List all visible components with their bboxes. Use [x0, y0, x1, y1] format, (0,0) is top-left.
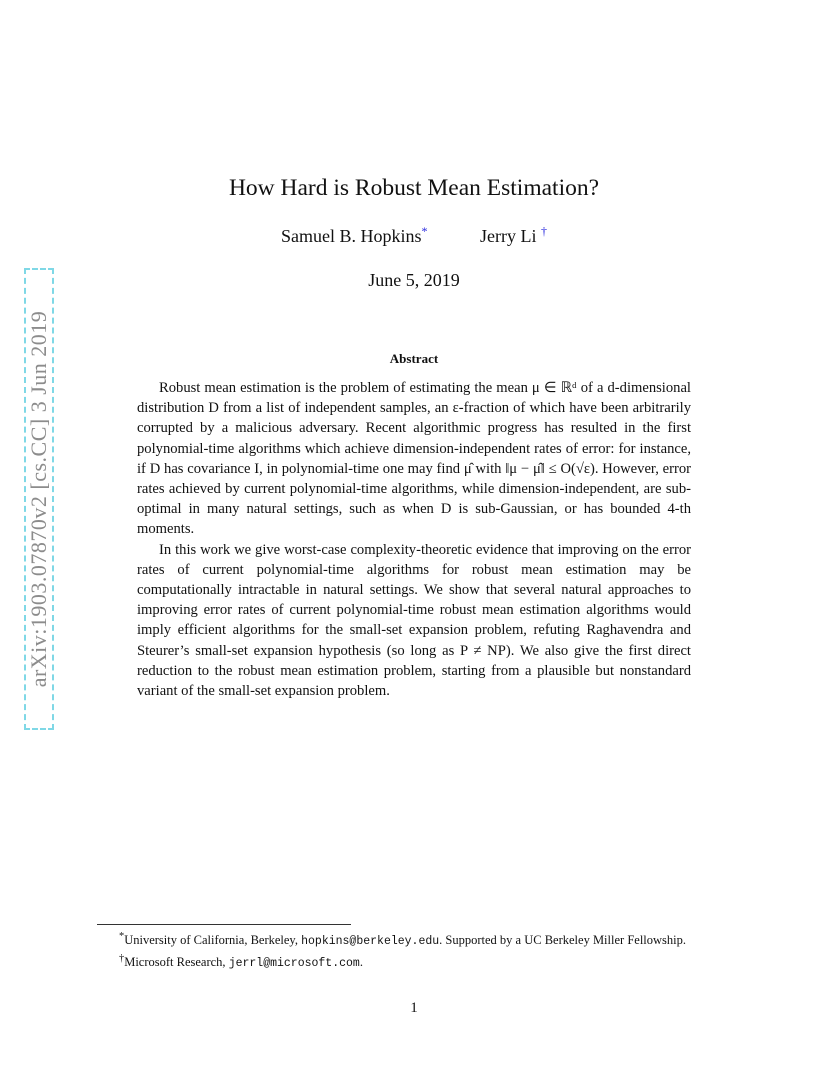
footnote-1-tail: . Supported by a UC Berkeley Miller Fellowship. — [439, 933, 687, 948]
paper-title: How Hard is Robust Mean Estimation? — [228, 175, 600, 201]
footnote-affiliation-1 — [97, 928, 737, 950]
footnote-1-text: University of California, Berkeley, — [124, 933, 302, 948]
footnote-2-mark: † — [119, 953, 125, 965]
footnote-affiliation-2 — [97, 950, 737, 972]
abstract-paragraph-1: Robust mean estimation is the problem of estimating the mean μ ∈ ℝᵈ of a d-dimensional distribution D from a list of independent samples, an ε-fraction of which have been arbitrarily corrupted by a malicious adversary. Recent algorithmic progress has resulted in the first polynomial-time algorithms which achieve dimension-independent rates of error: for instance, if D has covariance I, in polynomial-time one may find μ̂ with ‖μ − μ̂‖ ≤ O(√ε). However, error rates achieved by current polynomial-time algorithms, while dimension-independent, are sub-optimal in many natural settings, such as when D is sub-Gaussian, or has bounded 4-th moments. — [137, 380, 691, 538]
author-1-name: Samuel B. Hopkins — [281, 226, 422, 246]
footnotes — [97, 928, 737, 972]
author-1 — [281, 224, 428, 247]
author-2-footnote-mark[interactable]: † — [541, 224, 547, 238]
abstract-body — [137, 378, 691, 701]
author-1-footnote-mark[interactable]: * — [421, 224, 428, 238]
abstract-paragraph-2: In this work we give worst-case complexity-theoretic evidence that improving on the error rates of current polynomial-time algorithms for robust mean estimation may be computationally intractable in natural settings. We show that several natural approaches to improving error rates of current polynomial-time robust mean estimation algorithms would imply efficient algorithms for the small-set expansion problem, refuting Raghavendra and Steurer’s small-set expansion hypothesis (so long as P ≠ NP). We also give the first direct reduction to the robust mean estimation problem, starting from a plausible but nonstandard variant of the small-set expansion problem. — [137, 541, 691, 700]
footnote-1-mark: * — [119, 931, 125, 942]
page-number: 1 — [410, 1000, 418, 1016]
author-2-name: Jerry Li — [480, 226, 537, 246]
arxiv-id: arXiv:1903.07870v2 [cs.CC] 3 Jun 2019 — [26, 310, 51, 688]
footnote-2-tail: . — [359, 955, 363, 970]
publication-date: June 5, 2019 — [368, 270, 460, 290]
abstract-heading: Abstract — [389, 351, 439, 366]
footnote-2-text: Microsoft Research, — [124, 955, 229, 970]
arxiv-stamp — [24, 268, 54, 730]
author-list — [0, 224, 828, 247]
email-link-hopkins[interactable]: hopkins@berkeley.edu — [301, 935, 440, 949]
author-2 — [480, 224, 547, 247]
email-link-li[interactable]: jerrl@microsoft.com — [228, 957, 360, 971]
footnote-divider — [97, 924, 351, 925]
